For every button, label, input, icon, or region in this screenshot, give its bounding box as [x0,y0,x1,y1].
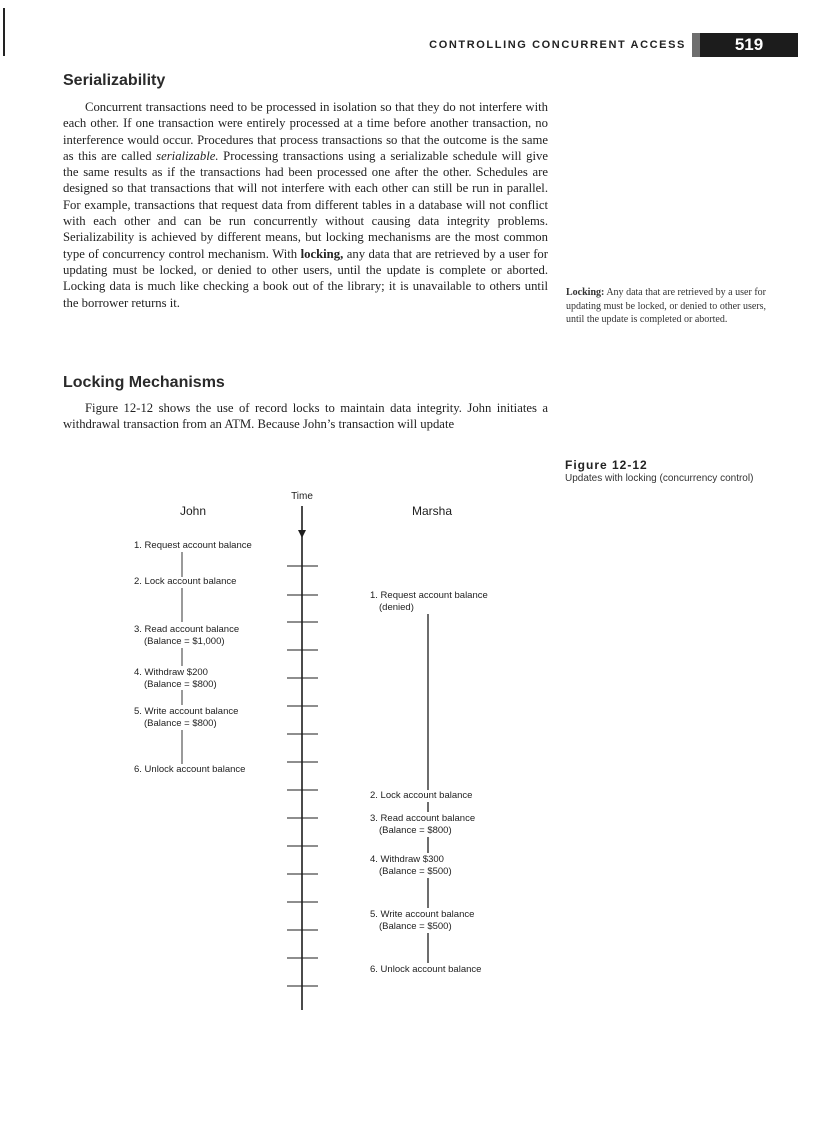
locking-mechanisms-paragraph: Figure 12-12 shows the use of record locks to maintain data integrity. John initiates a withdrawal transaction from an ATM. Because John’s transaction will update [63,401,548,432]
marsha-step-4-balance: (Balance = $500) [379,866,452,877]
marsha-step-5-balance: (Balance = $500) [379,921,452,932]
section-heading-locking-mechanisms: Locking Mechanisms [63,374,225,391]
section-heading-serializability: Serializability [63,72,166,89]
figure-caption-text: Updates with locking (concurrency control) [565,473,754,484]
marsha-steps [370,590,488,975]
marsha-step-1-status: (denied) [379,602,414,613]
serializable-term: serializable. [156,148,219,163]
marsha-step-4: 4. Withdraw $300 [370,854,444,865]
john-step-2: 2. Lock account balance [134,576,237,587]
paragraph-text-part: Concurrent transactions need to be processed in isolation so that they do not interfere with each other. If one transaction were entirely processed at a time before another transaction, no interference would occur. Procedures that process transactions so that the outcome is the same as this are called [63,100,548,163]
paragraph-text-part: Processing transactions using a serializable schedule will give the same results as if the transactions had been processed one after the other. Schedules are designed so that transactions that will not interfere with each other can still be run in parallel. For example, transactions that request data from different tables in a database will not conflict with each other and can be run concurrently without causing data integrity problems. Serializability is achieved by different means, but locking mechanisms are the most common type of concurrency control mechanism. With [63,148,548,261]
page-number: 519 [700,33,798,57]
john-step-1: 1. Request account balance [134,540,252,551]
john-step-3-balance: (Balance = $1,000) [144,636,225,647]
time-axis-arrowhead [298,530,306,538]
john-step-4: 4. Withdraw $200 [134,667,208,678]
marsha-step-3: 3. Read account balance [370,813,476,824]
marsha-step-2: 2. Lock account balance [370,790,473,801]
marsha-column-header: Marsha [411,504,453,518]
john-step-3: 3. Read account balance [134,624,240,635]
john-step-5-balance: (Balance = $800) [144,718,217,729]
figure-label: Figure 12-12 [565,458,648,472]
margin-definition-text: Any data that are retrieved by a user for updating must be locked, or denied to other users, until the update is completed or aborted. [566,287,766,325]
marsha-step-3-balance: (Balance = $800) [379,825,452,836]
locking-term: locking, [300,246,344,261]
john-step-5: 5. Write account balance [134,706,239,717]
marsha-step-6: 6. Unlock account balance [370,964,482,975]
time-axis-label: Time [291,491,313,502]
running-head-title: CONTROLLING CONCURRENT ACCESS [429,39,686,51]
john-step-4-balance: (Balance = $800) [144,679,217,690]
john-steps [134,540,252,775]
marsha-step-5: 5. Write account balance [370,909,475,920]
paragraph-text-part: any data that are retrieved by a user for updating must be locked, or denied to other users, until the update is complete or aborted. Locking data is much like checking a book out of the library; it is unavailable to others until the borrower returns it. [63,246,548,310]
margin-term: Locking: [566,287,605,298]
john-step-6: 6. Unlock account balance [134,764,246,775]
john-column-header: John [179,504,207,518]
marsha-step-1: 1. Request account balance [370,590,488,601]
